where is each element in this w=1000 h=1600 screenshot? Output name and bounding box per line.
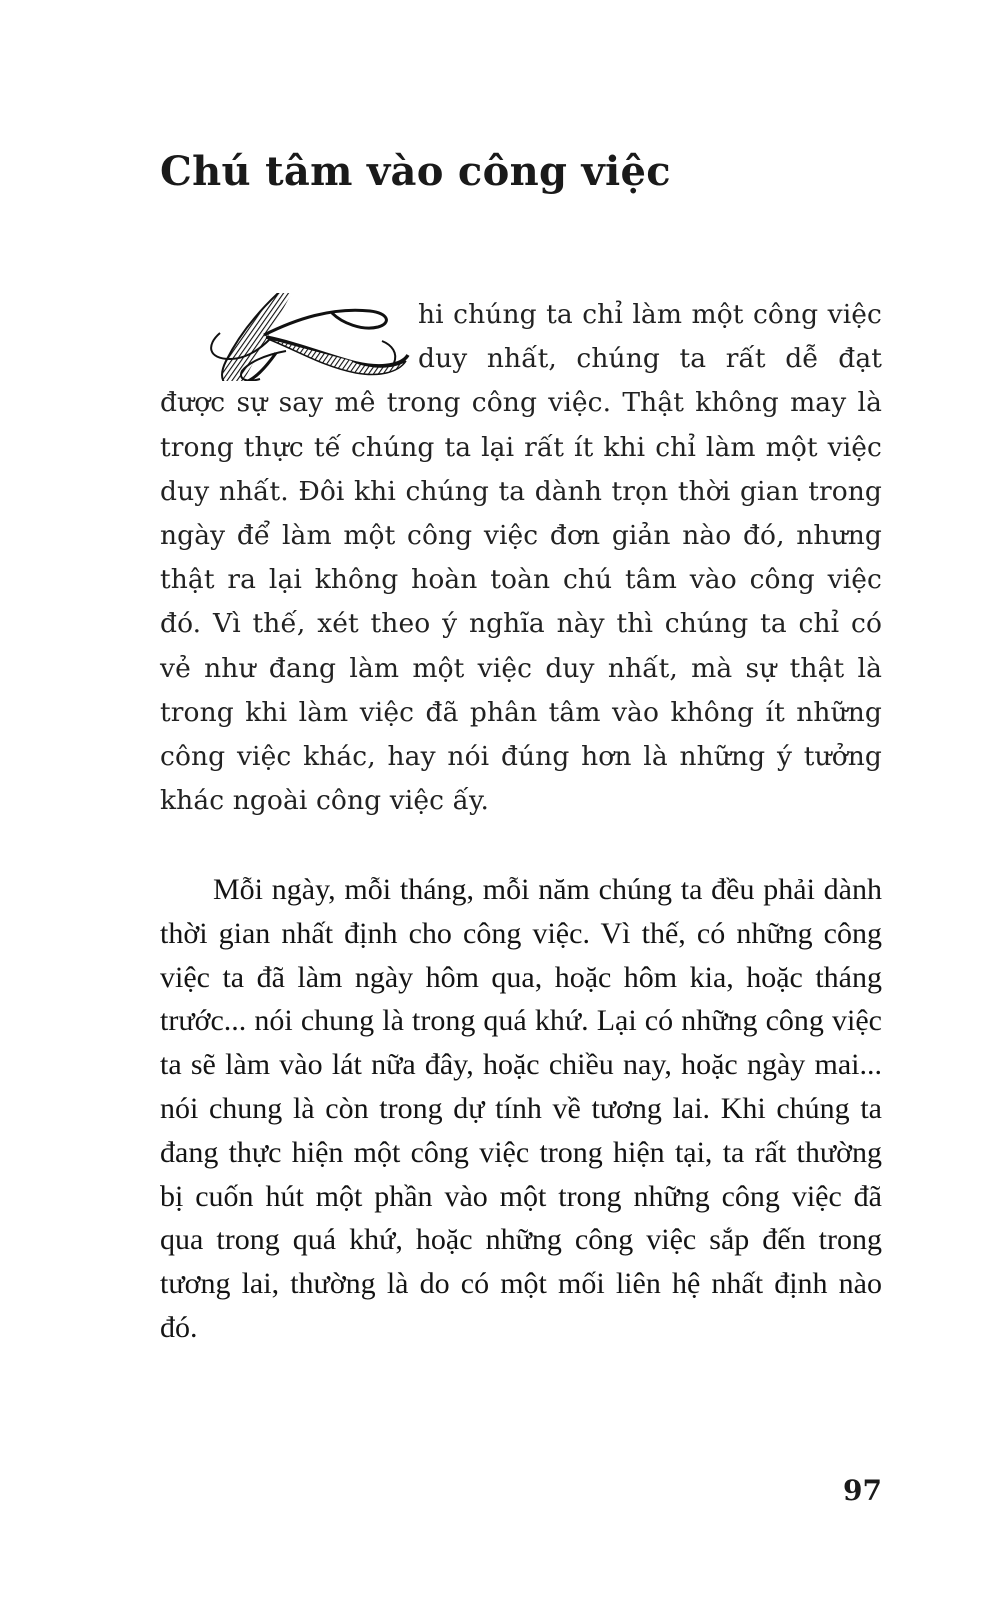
paragraph-1 [160,293,882,823]
drop-cap [156,293,418,381]
paragraph-2: Mỗi ngày, mỗi tháng, mỗi năm chúng ta đều phải dành thời gian nhất định cho công việc. Vì thế, có những công việc ta đã làm ngày hôm qua, hoặc hôm kia, hoặc tháng trước... nói chung là trong quá khứ. Lại có những công việc ta sẽ làm vào lát nữa đây, hoặc chiều nay, hoặc ngày mai... nói chung là còn trong dự tính về tương lai. Khi chúng ta đang thực hiện một công việc trong hiện tại, ta rất thường bị cuốn hút một phần vào một trong những công việc đã qua trong quá khứ, hoặc những công việc sắp đến trong tương lai, thường là do có một mối liên hệ nhất định nào đó. [160,873,882,1344]
drop-cap-k-ornament [156,293,418,381]
page-number: 97 [843,1474,882,1507]
chapter-title: Chú tâm vào công việc [160,148,671,195]
paragraph-1-text: hi chúng ta chỉ làm một công việc duy nhất, chúng ta rất dễ đạt được sự say mê trong công việc. Thật không may là trong thực tế chúng ta lại rất ít khi chỉ làm một việc duy nhất. Đôi khi chúng ta dành trọn thời gian trong ngày để làm một công việc đơn giản nào đó, nhưng thật ra lại không hoàn toàn chú tâm vào công việc đó. Vì thế, xét theo ý nghĩa này thì chúng ta chỉ có vẻ như đang làm một việc duy nhất, mà sự thật là trong khi làm việc đã phân tâm vào không ít những công việc khác, hay nói đúng hơn là những ý tưởng khác ngoài công việc ấy. [160,299,882,817]
